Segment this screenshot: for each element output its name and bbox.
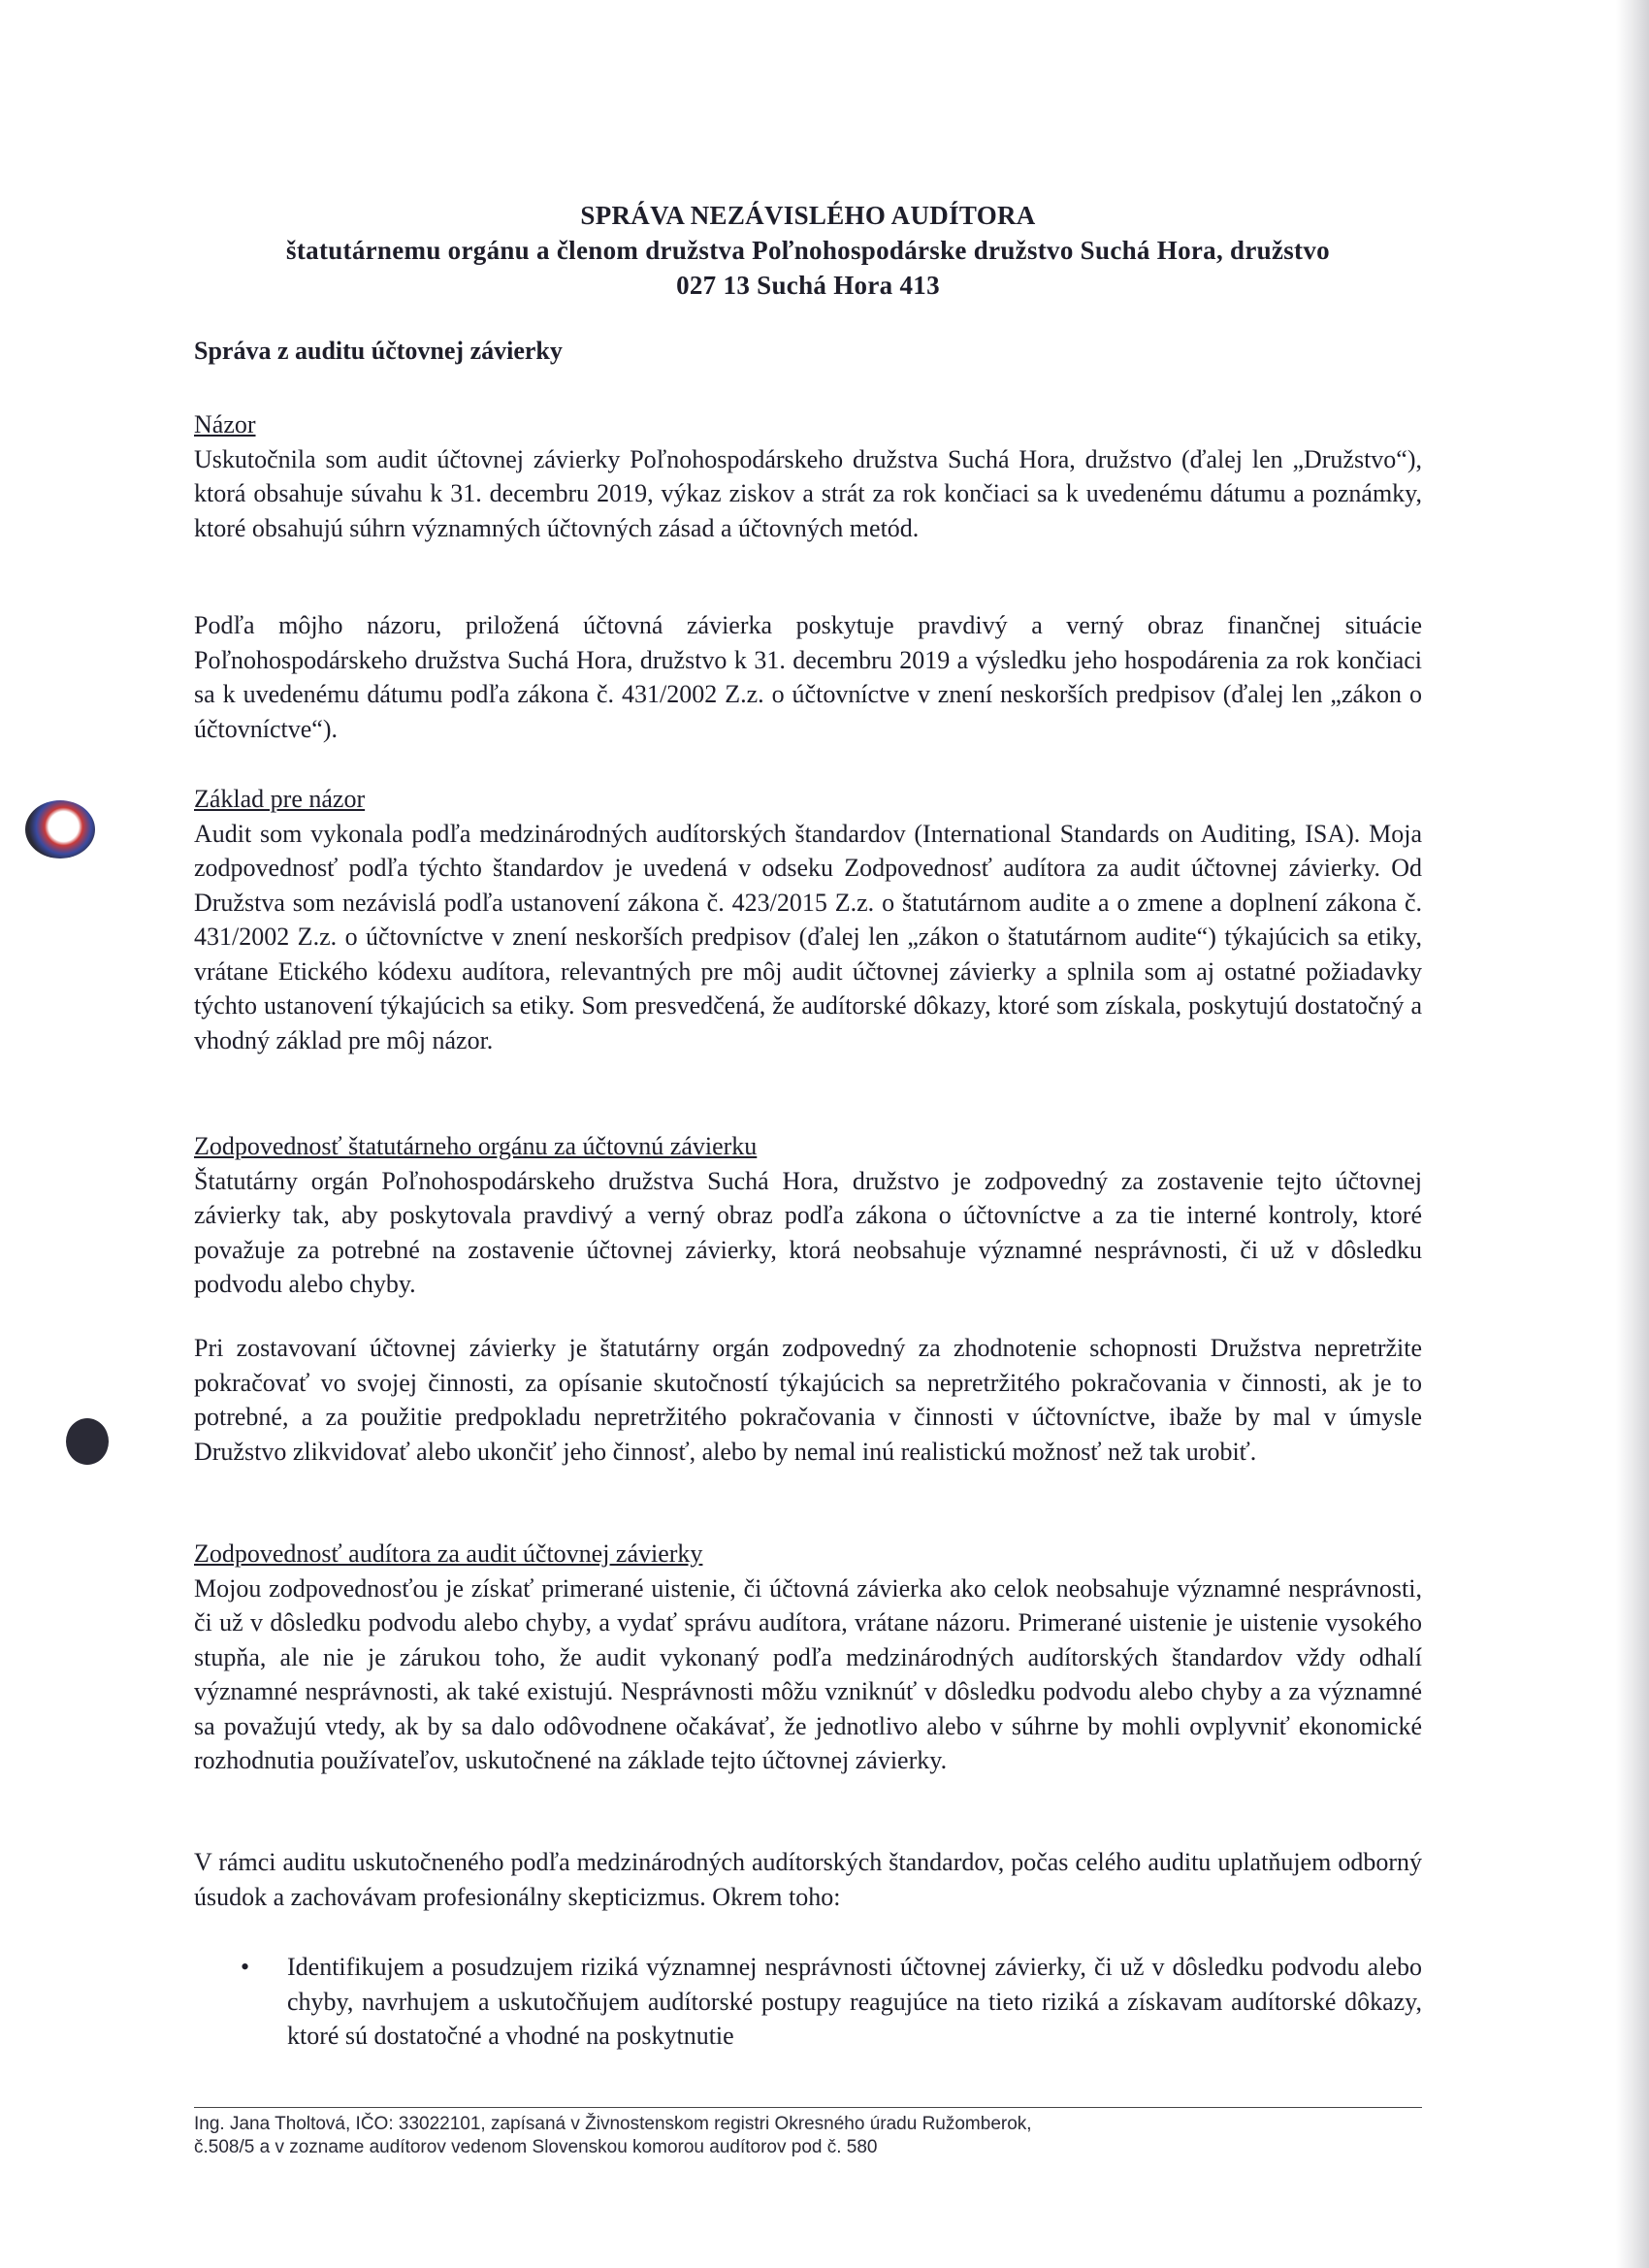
zodp-auditor-paragraph-1: Mojou zodpovednosťou je získať primerané uistenie, či účtovná závierka ako celok neobsahuje významné nesprávnosti, či už v dôsledku podvodu alebo chyby, a vydať správu audítora, vrátane názoru. Primerané uistenie je uistenie vysokého stupňa, ale nie je zárukou toho, že audit vykonaný podľa medzinárodných audítorských štandardov vždy odhalí významné nesprávnosti, ak také existujú. Nesprávnosti môžu vzniknúť v dôsledku podvodu alebo chyby a za významné sa považujú vtedy, ak by sa dalo odôvodnene očakávať, že jednotlivo alebo v súhrne by mohli ovplyvniť ekonomické rozhodnutia používateľov, uskutočnené na základe tejto účtovnej závierky. bbox=[194, 1573, 1422, 1774]
zodp-organ-paragraph-2: Pri zostavovaní účtovnej závierky je štatutárny orgán zodpovedný za zhodnotenie schopnosti Družstva nepretržite pokračovať vo svojej činnosti, za opísanie skutočností týkajúcich sa nepretržitého pokračovania v činnosti, ak je to potrebné, a za použitie predpokladu nepretržitého pokračovania v činnosti v účtovníctve, ibaže by mal v úmysle Družstvo zlikvidovať alebo ukončiť jeho činnosť, alebo by nemal inú realistickú možnosť než tak urobiť. bbox=[194, 1334, 1422, 1466]
section-zodp-organ bbox=[194, 1129, 1422, 1302]
section-zaklad bbox=[194, 782, 1422, 1057]
zodp-auditor-paragraph-2: V rámci auditu uskutočneného podľa medzinárodných audítorských štandardov, počas celého auditu uplatňujem odborný úsudok a zachovávam profesionálny skepticizmus. Okrem toho: bbox=[194, 1848, 1422, 1911]
section-nazor bbox=[194, 407, 1422, 545]
report-addressee: štatutárnemu orgánu a členom družstva Poľnohospodárske družstvo Suchá Hora, družstvo bbox=[286, 236, 1330, 265]
footer-line-2: č.508/5 a v zozname audítorov vedenom Slovenskou komorou audítorov pod č. 580 bbox=[194, 2137, 878, 2157]
bullet-dot: • bbox=[241, 1953, 250, 1981]
report-title: SPRÁVA NEZÁVISLÉHO AUDÍTORA bbox=[580, 201, 1036, 230]
zodp-organ-paragraph-1: Štatutárny orgán Poľnohospodárskeho družstva Suchá Hora, družstvo je zodpovedný za zostavenie tejto účtovnej závierky tak, aby poskytovala pravdivý a verný obraz podľa zákona o účtovníctve a za tie interné kontroly, ktoré považuje za potrebné na zostavenie účtovnej závierky, ktorá neobsahuje významné nesprávnosti, či už v dôsledku podvodu alebo chyby. bbox=[194, 1166, 1422, 1298]
zaklad-paragraph-1: Audit som vykonala podľa medzinárodných audítorských štandardov (International Standards on Auditing, ISA). Moja zodpovednosť podľa týchto štandardov je uvedená v odseku Zodpovednosť audítora za audit účtovnej závierky. Od Družstva som nezávislá podľa ustanovení zákona č. 423/2015 Z.z. o štatutárnom audite a o zmene a doplnení zákona č. 431/2002 Z.z. o účtovníctve v znení neskorších predpisov (ďalej len „zákon o štatutárnom audite“) týkajúcich sa etiky, vrátane Etického kódexu audítora, relevantných pre môj audit účtovnej závierky a splnila som aj ostatné požiadavky týchto ustanovení týkajúcich sa etiky. Som presvedčená, že audítorské dôkazy, ktoré som získala, poskytujú dostatočný a vhodný základ pre môj názor. bbox=[194, 819, 1422, 1054]
nazor-paragraph-2: Podľa môjho názoru, priložená účtovná závierka poskytuje pravdivý a verný obraz finančnej situácie Poľnohospodárskeho družstva Suchá Hora, družstvo k 31. decembru 2019 a výsledku jeho hospodárenia za rok končiaci sa k uvedenému dátumu podľa zákona č. 431/2002 Z.z. o účtovníctve v znení neskorších predpisov (ďalej len „zákon o účtovníctve“). bbox=[194, 611, 1422, 743]
footer-line-1: Ing. Jana Tholtová, IČO: 33022101, zapísaná v Živnostenskom registri Okresného úradu Ružomberok, bbox=[194, 2114, 1032, 2134]
report-header bbox=[194, 198, 1422, 303]
punch-hole-with-ribbon bbox=[25, 800, 95, 859]
report-address: 027 13 Suchá Hora 413 bbox=[676, 271, 940, 300]
heading-zodp-auditor: Zodpovednosť audítora za audit účtovnej závierky bbox=[194, 1539, 703, 1568]
section-zodp-auditor bbox=[194, 1537, 1422, 1778]
footer bbox=[194, 2113, 1422, 2159]
page-edge-shadow bbox=[1616, 0, 1649, 2268]
heading-zaklad: Základ pre názor bbox=[194, 785, 366, 813]
heading-nazor: Názor bbox=[194, 410, 256, 438]
footer-divider bbox=[194, 2107, 1422, 2108]
section-title: Správa z auditu účtovnej závierky bbox=[194, 337, 563, 365]
bullet-text: Identifikujem a posudzujem riziká významnej nesprávnosti účtovnej závierky, či už v dôsledku podvodu alebo chyby, navrhujem a uskutočňujem audítorské postupy reagujúce na tieto riziká a získavam audítorské dôkazy, ktoré sú dostatočné a vhodné na poskytnutie bbox=[287, 1953, 1422, 2050]
punch-hole bbox=[66, 1418, 109, 1465]
heading-zodp-organ: Zodpovednosť štatutárneho orgánu za účtovnú závierku bbox=[194, 1132, 758, 1160]
nazor-paragraph-1: Uskutočnila som audit účtovnej závierky Poľnohospodárskeho družstva Suchá Hora, družstvo (ďalej len „Družstvo“), ktorá obsahuje súvahu k 31. decembru 2019, výkaz ziskov a strát za rok končiaci sa k uvedenému dátumu a poznámky, ktoré obsahujú súhrn významných účtovných zásad a účtovných metód. bbox=[194, 444, 1422, 542]
bullet-item bbox=[241, 1950, 1422, 2054]
